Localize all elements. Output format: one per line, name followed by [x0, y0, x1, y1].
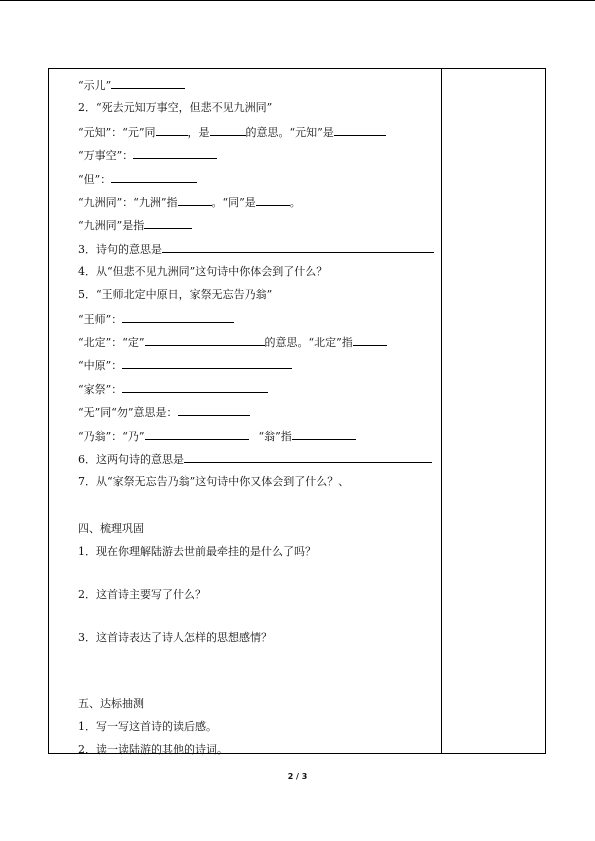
line-text: “九洲同”：“九洲”指 [78, 196, 178, 209]
line-text: “示儿” [78, 79, 112, 92]
line-text: 2．“死去元知万事空，但悲不见九洲同” [78, 101, 273, 114]
line-wang-shi [78, 312, 234, 327]
line-yuan-zhi [78, 125, 386, 140]
section-4-question-3 [78, 631, 272, 645]
answer-blank[interactable] [122, 358, 292, 369]
question-3 [78, 242, 434, 257]
question-text: 3．这首诗表达了诗人怎样的思想感情？ [78, 631, 272, 644]
heading-text: 五、达标抽测 [78, 697, 144, 710]
line-text: 。 [289, 196, 301, 209]
answer-blank[interactable] [122, 312, 234, 323]
line-bei-ding [78, 335, 387, 350]
question-5 [78, 288, 272, 302]
answer-blank[interactable] [122, 382, 268, 393]
answer-blank[interactable] [256, 195, 290, 206]
page-number: 2 / 3 [287, 772, 308, 781]
answer-blank[interactable] [145, 335, 265, 346]
line-text: ，是 [187, 126, 210, 139]
line-text: “乃翁”：“乃” [78, 430, 145, 443]
section-5-heading [78, 697, 144, 711]
line-text: 。“同”是 [211, 196, 256, 209]
answer-blank[interactable] [145, 429, 249, 440]
line-text: “但”： [78, 173, 112, 186]
question-text: 2．这首诗主要写了什么？ [78, 588, 206, 601]
line-text: “九洲同”是指 [78, 219, 145, 232]
line-jiu-zhou-tong [78, 195, 301, 210]
line-text: “元知”：“元”同 [78, 126, 156, 139]
answer-blank[interactable] [210, 125, 246, 136]
section-5-question-1 [78, 720, 217, 734]
line-nai-weng [78, 429, 356, 444]
line-text: “翁”指 [258, 430, 292, 443]
line-jiu-zhou-tong-meaning [78, 218, 192, 233]
question-text: 1．写一写这首诗的读后感。 [78, 720, 217, 733]
line-text: “北定”：“定” [78, 336, 145, 349]
section-4-question-2 [78, 588, 206, 602]
answer-blank[interactable] [111, 172, 197, 183]
answer-blank[interactable] [156, 125, 188, 136]
line-text: “家祭”： [78, 383, 123, 396]
line-text: 7．从“家祭无忘告乃翁”这句诗中你又体会到了什么？、 [78, 475, 350, 488]
answer-blank[interactable] [178, 195, 212, 206]
answer-blank[interactable] [178, 405, 250, 416]
answer-blank[interactable] [144, 218, 192, 229]
answer-blank[interactable] [353, 335, 387, 346]
answer-blank[interactable] [133, 148, 217, 159]
line-shi-er [78, 78, 185, 93]
line-text: 的意思。“元知”是 [245, 126, 334, 139]
question-4 [78, 265, 327, 279]
line-zhong-yuan [78, 358, 292, 373]
question-text: 1．现在你理解陆游去世前最牵挂的是什么了吗？ [78, 545, 316, 558]
table-column-divider [441, 68, 442, 754]
line-text: 的意思。“北定”指 [264, 336, 353, 349]
line-text: 3．诗句的意思是 [78, 243, 162, 256]
line-text: “万事空”： [78, 149, 134, 162]
question-7 [78, 475, 349, 489]
answer-blank[interactable] [111, 78, 185, 89]
section-5-question-2 [78, 743, 228, 757]
section-4-question-1 [78, 545, 316, 559]
line-text: 6．这两句诗的意思是 [78, 453, 184, 466]
top-rule [0, 0, 595, 1]
heading-text: 四、梳理巩固 [78, 522, 144, 535]
question-2 [78, 101, 272, 115]
line-wan-shi-kong [78, 148, 217, 163]
answer-blank[interactable] [162, 242, 434, 253]
question-6 [78, 452, 432, 467]
line-text: “无”同“勿”意思是： [78, 406, 178, 419]
line-dan [78, 172, 197, 187]
line-wu-tong-wu [78, 405, 250, 420]
line-jia-ji [78, 382, 268, 397]
line-text: 4．从“但悲不见九洲同”这句诗中你体会到了什么？ [78, 265, 328, 278]
answer-blank[interactable] [184, 452, 432, 463]
question-text: 2．读一读陆游的其他的诗词。 [78, 743, 228, 756]
answer-blank[interactable] [334, 125, 386, 136]
line-text: 5．“王师北定中原日，家祭无忘告乃翁” [78, 288, 273, 301]
answer-blank[interactable] [292, 429, 356, 440]
section-4-heading [78, 522, 144, 536]
line-text: “中原”： [78, 359, 123, 372]
line-text: “王师”： [78, 313, 123, 326]
